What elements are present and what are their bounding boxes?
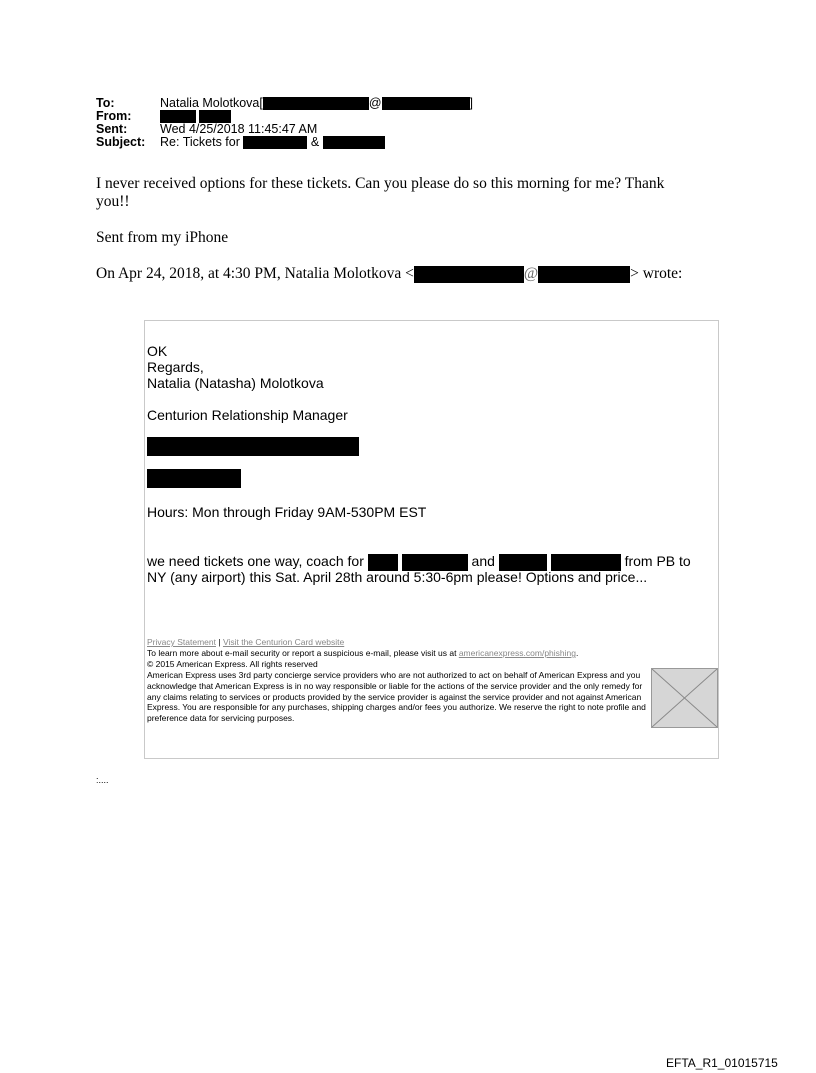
quoted-message-box <box>144 320 719 759</box>
to-label: To: <box>96 96 115 110</box>
quote-intro-at: @ <box>523 265 539 282</box>
sender-name: Natalia (Natasha) Molotkova <box>147 375 324 391</box>
privacy-statement-link[interactable]: Privacy Statement <box>147 637 216 647</box>
security-text: To learn more about e-mail security or report a suspicious e-mail, please visit us at <box>147 648 457 658</box>
request-and: and <box>471 553 495 569</box>
quoted-regards: Regards, <box>147 359 204 375</box>
security-notice <box>147 648 687 659</box>
redaction <box>323 136 385 149</box>
request-line-2: NY (any airport) this Sat. April 28th around 5:30-6pm please! Options and price... <box>147 569 648 585</box>
request-end: from PB to <box>624 553 691 569</box>
redaction <box>538 266 630 283</box>
message-line-1: I never received options for these tickets. Can you please do so this morning for me? Thank <box>96 175 665 192</box>
to-at: @ <box>368 96 382 110</box>
message-line-2: you!! <box>96 193 130 210</box>
quote-intro-start: On Apr 24, 2018, at 4:30 PM, Natalia Molotkova < <box>96 265 414 282</box>
redaction <box>263 97 369 110</box>
link-separator: | <box>218 637 221 647</box>
disclaimer: American Express uses 3rd party concierge service providers who are not authorized to act on behalf of American Express and you acknowledge that American Express is in no way responsible or liable for the actions of the service provider and the only remedy for any claims relating to services or products provided by the service provider is against the service provider and not against American Express. You are responsible for any purchases, shipping charges and/or fees you authorize. We reserve the right to note profile and preference data for servicing purposes. <box>147 670 646 724</box>
redaction <box>147 437 359 456</box>
quote-intro <box>96 265 682 283</box>
to-close: ] <box>469 96 474 110</box>
footer-links <box>147 637 652 648</box>
sent-value: Wed 4/25/2018 11:45:47 AM <box>160 122 318 136</box>
security-period: . <box>575 648 579 658</box>
centurion-website-link[interactable]: Visit the Centurion Card website <box>222 637 345 647</box>
broken-image-icon <box>652 669 717 727</box>
message-paragraph <box>96 175 664 211</box>
subject-label: Subject: <box>96 135 146 149</box>
to-name: Natalia Molotkova[ <box>160 96 263 110</box>
subject-value <box>160 136 385 149</box>
quoted-ok: OK <box>147 343 168 359</box>
redaction <box>243 136 307 149</box>
quote-intro-end: > wrote: <box>630 265 683 282</box>
from-label: From: <box>96 109 132 123</box>
sender-title: Centurion Relationship Manager <box>147 407 348 423</box>
redaction <box>147 469 241 488</box>
subject-amp: & <box>310 135 320 149</box>
business-hours: Hours: Mon through Friday 9AM-530PM EST <box>147 504 427 520</box>
subject-prefix: Re: Tickets for <box>160 135 240 149</box>
redaction <box>414 266 524 283</box>
copyright: © 2015 American Express. All rights reserved <box>147 659 318 669</box>
request-start: we need tickets one way, coach for <box>147 553 364 569</box>
phishing-link[interactable]: americanexpress.com/phishing <box>458 648 576 658</box>
broken-image-placeholder <box>651 668 718 728</box>
iphone-signature: Sent from my iPhone <box>96 229 229 246</box>
page-marker: :.... <box>96 775 109 785</box>
bates-number: EFTA_R1_01015715 <box>666 1056 778 1070</box>
sent-label: Sent: <box>96 122 128 136</box>
to-value <box>160 97 473 110</box>
redaction <box>382 97 470 110</box>
